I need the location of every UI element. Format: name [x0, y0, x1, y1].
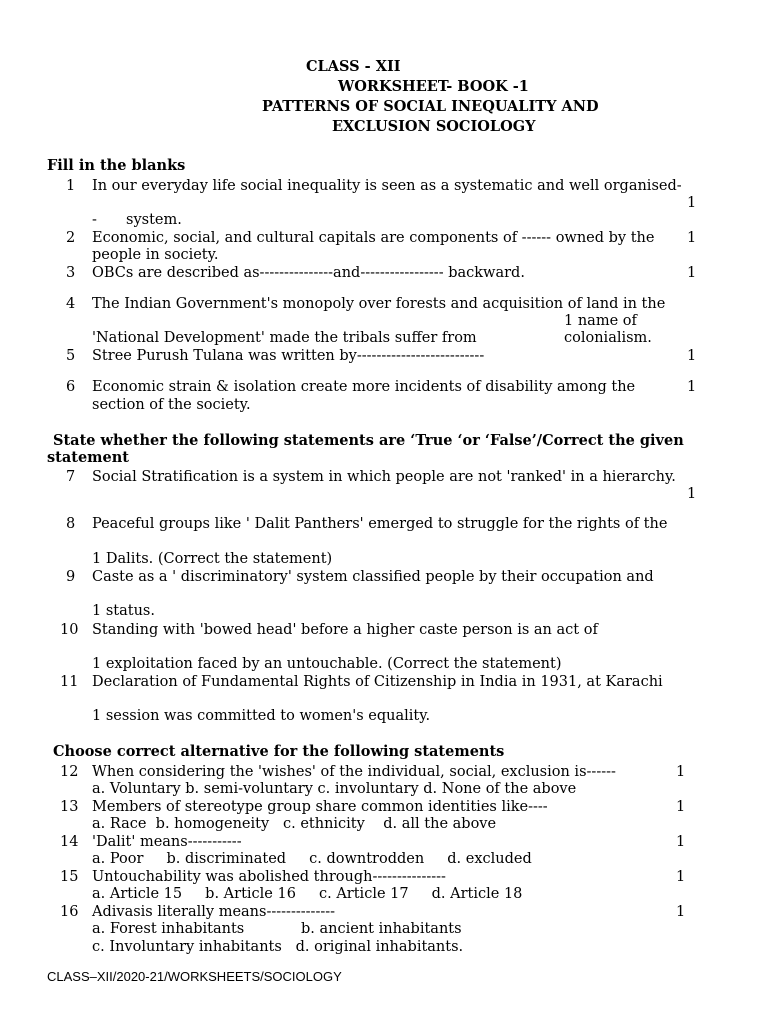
- question-marks: 1: [687, 379, 697, 395]
- question-text: system.: [126, 212, 182, 228]
- question-text: Economic strain & isolation create more incidents of disability among the: [92, 379, 636, 395]
- section-heading-true-false-2: statement: [47, 449, 129, 466]
- question-number: 16: [60, 904, 79, 920]
- question-number: 12: [60, 764, 79, 780]
- page-footer: CLASS–XII/2020-21/WORKSHEETS/SOCIOLOGY: [47, 969, 342, 984]
- question-text: 1 Dalits. (Correct the statement): [92, 551, 333, 567]
- question-marks: 1: [676, 834, 686, 850]
- question-marks: 1: [676, 799, 686, 815]
- question-text: Economic, social, and cultural capitals are components of ------ owned by the: [92, 230, 655, 246]
- question-text: Social Stratification is a system in which people are not 'ranked' in a hierarchy.: [92, 469, 676, 485]
- question-text: section of the society.: [92, 397, 251, 413]
- question-options: a. Poor b. discriminated c. downtrodden d. excluded: [92, 851, 532, 867]
- question-text: 1 name of: [564, 313, 637, 329]
- question-number: 1: [66, 178, 76, 194]
- section-heading-mcq: Choose correct alternative for the following statements: [53, 743, 505, 760]
- question-marks: 1: [687, 265, 697, 281]
- section-heading-fill-blanks: Fill in the blanks: [47, 157, 186, 174]
- question-text: 'Dalit' means-----------: [92, 834, 242, 850]
- question-options: b. ancient inhabitants: [301, 921, 462, 937]
- question-text: 1 session was committed to women's equality.: [92, 708, 431, 724]
- question-text: 1 status.: [92, 603, 155, 619]
- question-number: 5: [66, 348, 76, 364]
- question-text: Adivasis literally means--------------: [92, 904, 336, 920]
- question-number: 15: [60, 869, 79, 885]
- question-text: Declaration of Fundamental Rights of Citizenship in India in 1931, at Karachi: [92, 674, 663, 690]
- question-marks: 1: [687, 486, 697, 502]
- question-marks: 1: [676, 869, 686, 885]
- title-line-2: EXCLUSION SOCIOLOGY: [332, 118, 536, 135]
- question-number: 14: [60, 834, 79, 850]
- question-options: a. Voluntary b. semi-voluntary c. involuntary d. None of the above: [92, 781, 577, 797]
- question-text: Standing with 'bowed head' before a higher caste person is an act of: [92, 622, 598, 638]
- question-text: Members of stereotype group share common identities like----: [92, 799, 548, 815]
- question-text: In our everyday life social inequality is seen as a systematic and well organised-: [92, 178, 682, 194]
- question-text: -: [92, 212, 97, 228]
- question-marks: 1: [676, 904, 686, 920]
- question-text: Peaceful groups like ' Dalit Panthers' emerged to struggle for the rights of the: [92, 516, 668, 532]
- question-marks: 1: [676, 764, 686, 780]
- question-options: a. Article 15 b. Article 16 c. Article 17 d. Article 18: [92, 886, 523, 902]
- question-number: 8: [66, 516, 76, 532]
- question-marks: 1: [687, 195, 697, 211]
- question-number: 13: [60, 799, 79, 815]
- question-number: 6: [66, 379, 76, 395]
- question-number: 7: [66, 469, 76, 485]
- question-number: 2: [66, 230, 76, 246]
- question-text: colonialism.: [564, 330, 652, 346]
- question-text: The Indian Government's monopoly over forests and acquisition of land in the: [92, 296, 666, 312]
- question-text: people in society.: [92, 247, 219, 263]
- question-text: Stree Purush Tulana was written by--------------------------: [92, 348, 485, 364]
- question-number: 11: [60, 674, 79, 690]
- question-number: 10: [60, 622, 79, 638]
- title-line-1: PATTERNS OF SOCIAL INEQUALITY AND: [262, 98, 599, 115]
- question-number: 9: [66, 569, 76, 585]
- question-options: a. Forest inhabitants: [92, 921, 245, 937]
- worksheet-label: WORKSHEET- BOOK -1: [338, 78, 529, 95]
- question-text: When considering the 'wishes' of the individual, social, exclusion is------: [92, 764, 616, 780]
- question-options: a. Race b. homogeneity c. ethnicity d. all the above: [92, 816, 497, 832]
- section-heading-true-false: State whether the following statements are ‘True ‘or ‘False’/Correct the given: [53, 432, 684, 449]
- question-text: 'National Development' made the tribals suffer from: [92, 330, 477, 346]
- question-number: 3: [66, 265, 76, 281]
- question-text: Untouchability was abolished through---------------: [92, 869, 446, 885]
- question-text: OBCs are described as---------------and----------------- backward.: [92, 265, 525, 281]
- question-marks: 1: [687, 348, 697, 364]
- question-options: c. Involuntary inhabitants d. original inhabitants.: [92, 939, 464, 955]
- question-number: 4: [66, 296, 76, 312]
- class-label: CLASS - XII: [306, 58, 401, 75]
- question-marks: 1: [687, 230, 697, 246]
- question-text: 1 exploitation faced by an untouchable. (Correct the statement): [92, 656, 562, 672]
- question-text: Caste as a ' discriminatory' system classified people by their occupation and: [92, 569, 654, 585]
